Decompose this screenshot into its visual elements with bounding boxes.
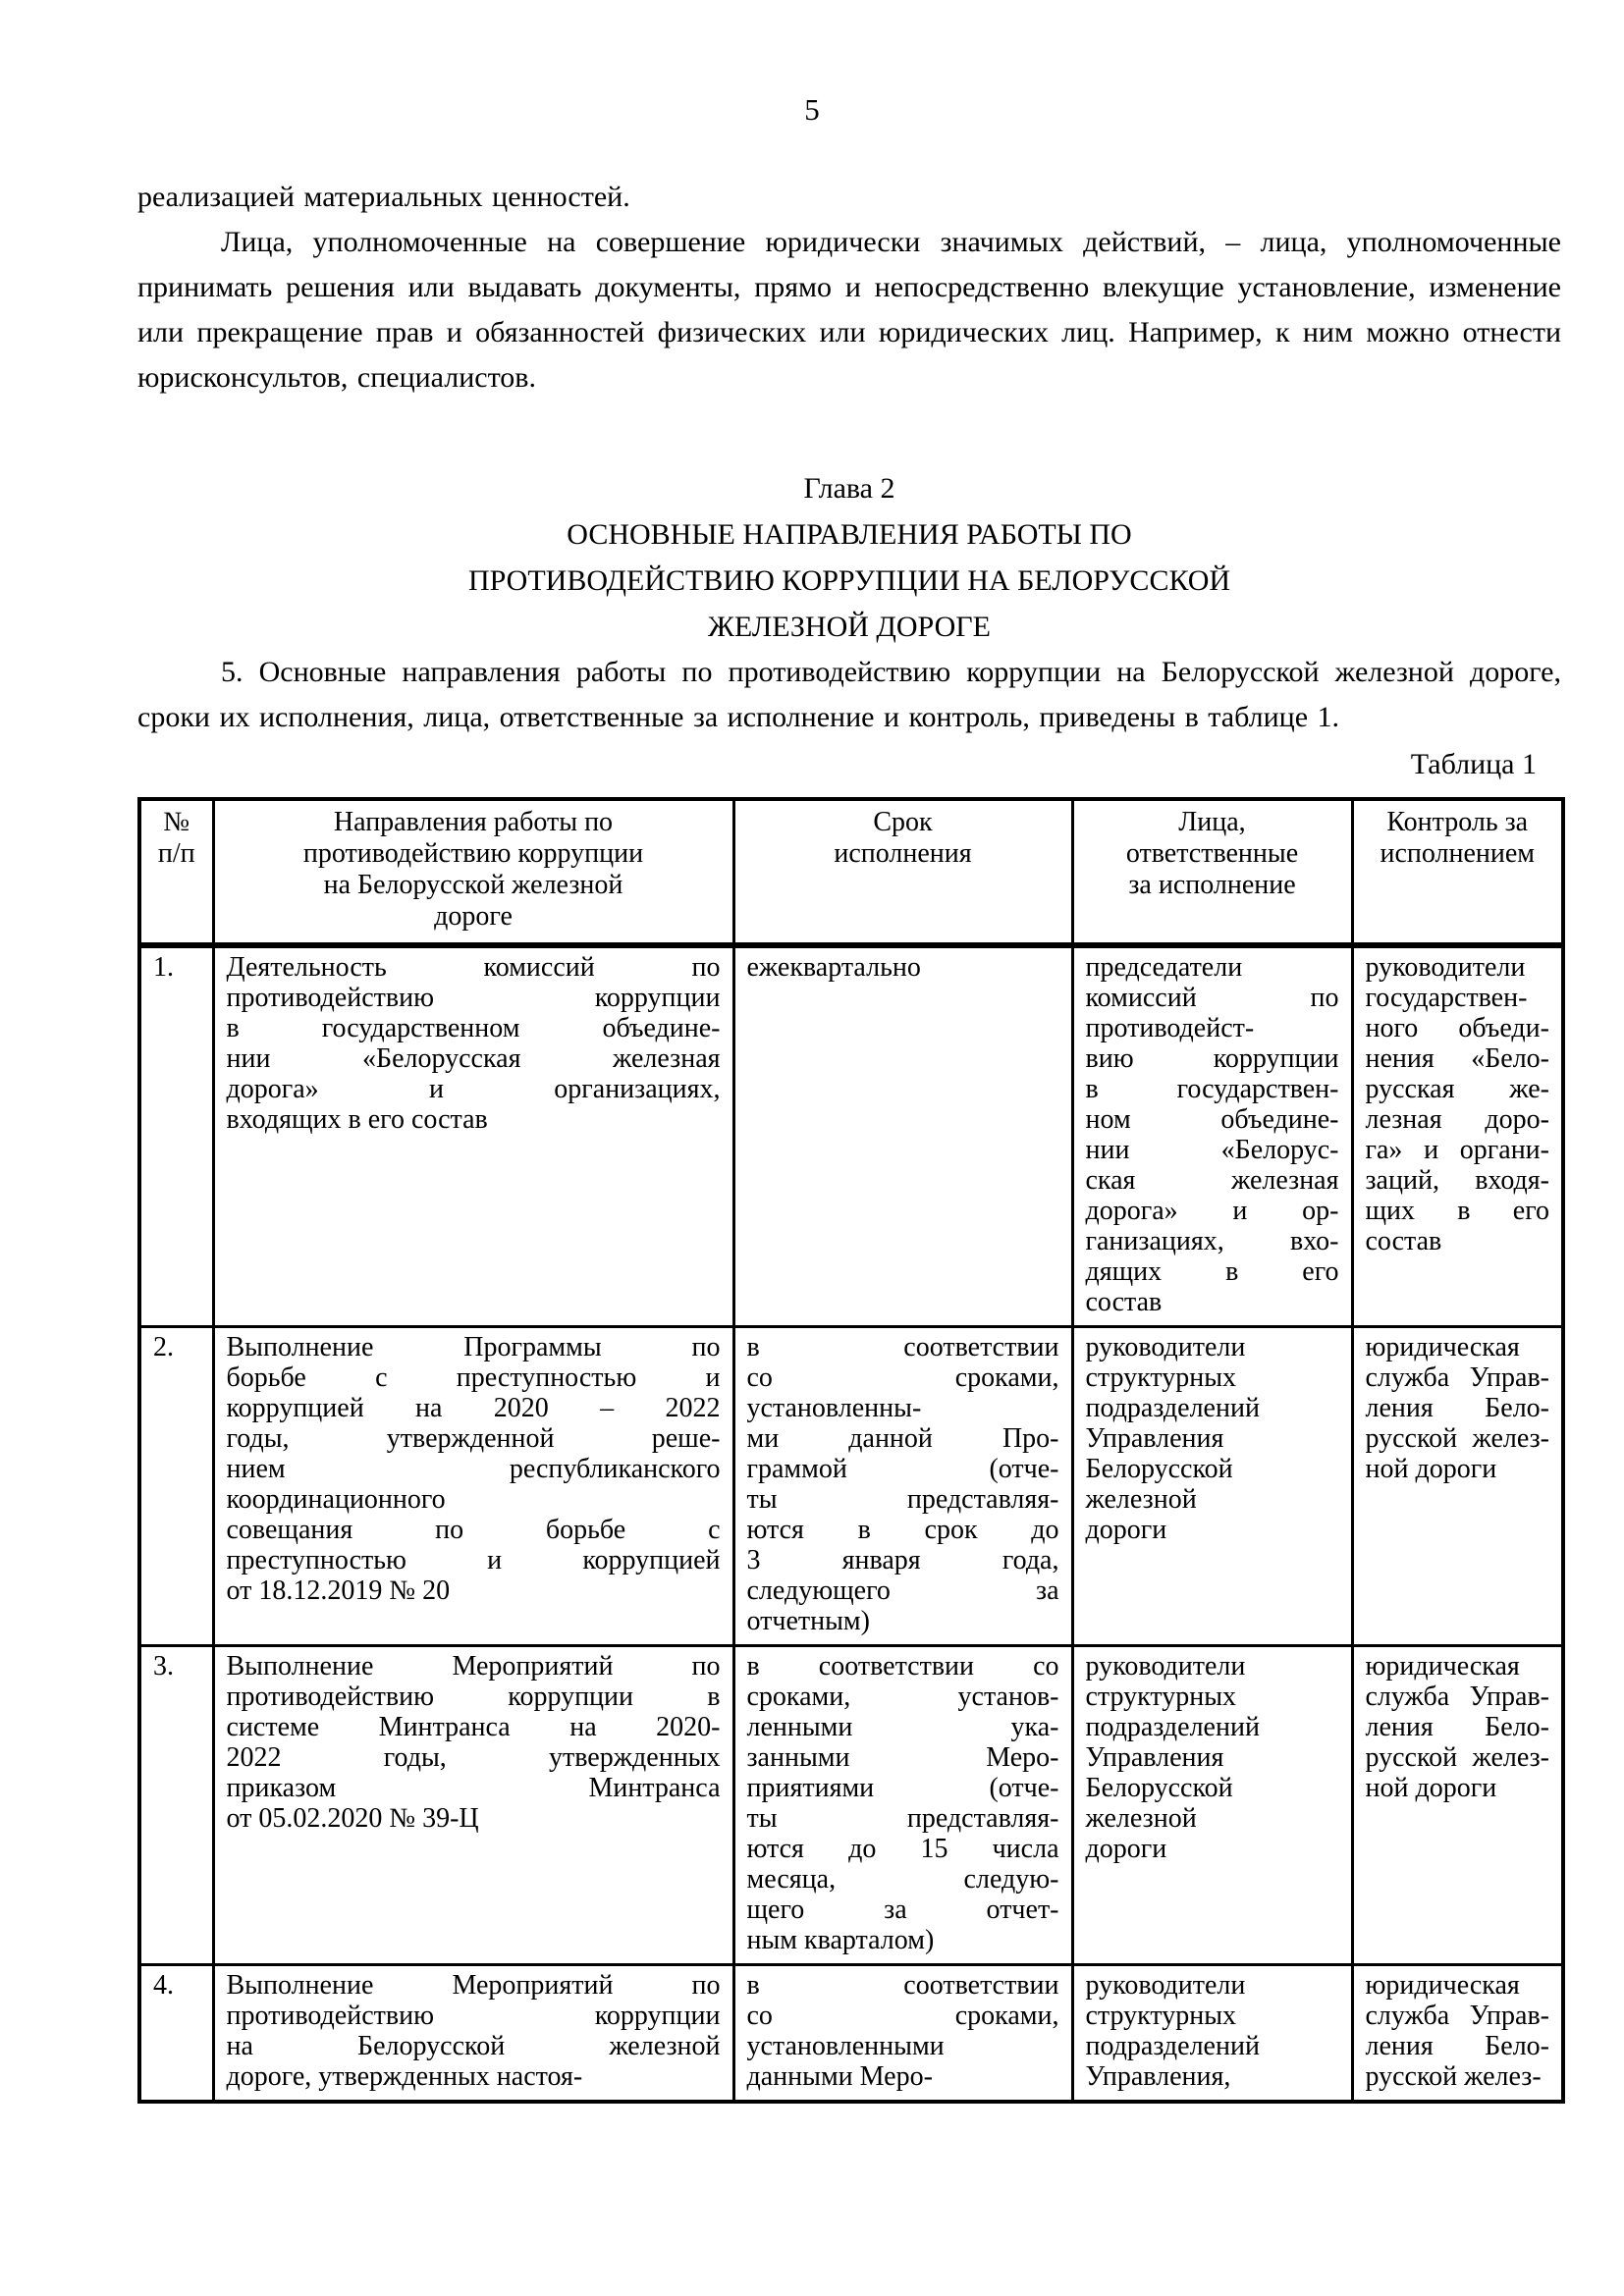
cell-control xyxy=(1352,1327,1563,1646)
cell-line: № xyxy=(163,807,190,837)
cell-line: граммой (отче- xyxy=(746,1454,1059,1484)
cell-line: ответственные xyxy=(1125,838,1299,869)
cell-line: служба Управ- xyxy=(1365,1682,1549,1712)
cell-line: дящих в его xyxy=(1085,1256,1339,1287)
cell-direction xyxy=(213,1646,733,1965)
cell-direction xyxy=(213,1327,733,1646)
cell-line: координационного xyxy=(226,1484,446,1515)
cell-line: ежеквартально xyxy=(746,952,921,983)
cell-line: Управления xyxy=(1085,1423,1224,1454)
column-header-responsible xyxy=(1072,799,1352,945)
cell-line: совещания по борьбе с xyxy=(226,1515,721,1545)
chapter-heading-line: ЖЕЛЕЗНОЙ ДОРОГЕ xyxy=(708,611,991,643)
chapter-heading-line: ПРОТИВОДЕЙСТВИЮ КОРРУПЦИИ НА БЕЛОРУССКОЙ xyxy=(467,564,1231,597)
cell-line: Белорусской xyxy=(1085,1454,1233,1484)
cell-line: председатели xyxy=(1085,952,1243,983)
cell-line: Управления, xyxy=(1085,2061,1231,2092)
paragraph-legal-persons: Лица, уполномоченные на совершение юридически значимых действий, – лица, уполномоченные принимать решения или выдавать документы, прямо и непосредственно влекущие установление, изменение или прекращение прав и обязанностей физических или юридических лиц. Например, к ним можно отнести юрисконсультов, специалистов. xyxy=(137,226,1561,394)
cell-line: отчетным) xyxy=(746,1606,870,1636)
cell-line: структурных xyxy=(1085,1682,1237,1712)
cell-line: русской желез- xyxy=(1365,2061,1542,2092)
cell-line: 1. xyxy=(153,952,174,983)
table-row xyxy=(139,1965,1563,2103)
cell-line: ления Бело- xyxy=(1365,2031,1549,2061)
cell-control xyxy=(1352,945,1563,1327)
cell-responsible xyxy=(1072,1327,1352,1646)
cell-line: 2. xyxy=(153,1332,174,1362)
column-header-direction xyxy=(213,799,733,945)
cell-line: от 05.02.2020 № 39-Ц xyxy=(226,1803,479,1834)
cell-line: годы, утвержденной реше- xyxy=(226,1423,721,1454)
cell-line: служба Управ- xyxy=(1365,1362,1549,1393)
cell-line: юридическая xyxy=(1365,1651,1520,1682)
chapter-heading xyxy=(137,465,1561,650)
cell-line: борьбе с преступностью и xyxy=(226,1362,721,1393)
cell-line: юридическая xyxy=(1365,1970,1520,2001)
cell-line: ной дороги xyxy=(1365,1773,1497,1803)
cell-line: в государственном объедине- xyxy=(226,1013,721,1043)
cell-line: Выполнение Программы по xyxy=(226,1332,721,1362)
cell-responsible xyxy=(1072,945,1352,1327)
cell-line: занными Меро- xyxy=(746,1742,1059,1773)
cell-line: сроками, установ- xyxy=(746,1682,1059,1712)
cell-term xyxy=(733,1646,1072,1965)
cell-line: Лица, xyxy=(1178,807,1246,837)
cell-line: нии «Белорус- xyxy=(1085,1135,1339,1165)
cell-line: структурных xyxy=(1085,2001,1237,2031)
cell-line: дорога» и организациях, xyxy=(226,1074,721,1104)
cell-line: в соответствии xyxy=(746,1332,1059,1362)
cell-line: ты представляя- xyxy=(746,1484,1059,1515)
cell-line: ми данной Про- xyxy=(746,1423,1059,1454)
cell-line: дорога» и ор- xyxy=(1085,1196,1339,1226)
cell-line: со сроками, xyxy=(746,2001,1059,2031)
cell-line: ются до 15 числа xyxy=(746,1834,1059,1864)
cell-line: га» и органи- xyxy=(1365,1135,1549,1165)
cell-line: от 18.12.2019 № 20 xyxy=(226,1575,451,1606)
cell-line: лезная доро- xyxy=(1365,1104,1549,1135)
cell-line: ются в срок до xyxy=(746,1515,1059,1545)
cell-line: руководители xyxy=(1085,1332,1246,1362)
cell-line: подразделений xyxy=(1085,1393,1260,1423)
cell-line: состав xyxy=(1365,1226,1442,1256)
cell-line: Управления xyxy=(1085,1742,1224,1773)
cell-line: Выполнение Мероприятий по xyxy=(226,1970,721,2001)
cell-line: Направления работы по xyxy=(333,807,614,837)
cell-line: преступностью и коррупцией xyxy=(226,1545,721,1575)
cell-line: состав xyxy=(1085,1287,1163,1317)
cell-direction xyxy=(213,1965,733,2103)
cell-line: входящих в его состав xyxy=(226,1104,488,1135)
cell-line: 3. xyxy=(153,1651,174,1682)
cell-line: нения «Бело- xyxy=(1365,1043,1549,1074)
cell-responsible xyxy=(1072,1965,1352,2103)
column-header-control xyxy=(1352,799,1563,945)
cell-line: в государствен- xyxy=(1085,1074,1339,1104)
page-content xyxy=(137,175,1561,2104)
table-row xyxy=(139,1646,1563,1965)
chapter-heading-line: ОСНОВНЫЕ НАПРАВЛЕНИЯ РАБОТЫ ПО xyxy=(567,518,1132,551)
cell-line: государствен- xyxy=(1365,983,1528,1013)
cell-line: подразделений xyxy=(1085,2031,1260,2061)
cell-line: 2022 годы, утвержденных xyxy=(226,1742,721,1773)
cell-line: русская же- xyxy=(1365,1074,1549,1104)
cell-line: 4. xyxy=(153,1970,174,2001)
cell-line: дороге xyxy=(434,901,513,932)
anticorruption-directions-table xyxy=(137,797,1565,2104)
cell-line: ганизациях, вхо- xyxy=(1085,1226,1339,1256)
cell-line: Срок xyxy=(873,807,933,837)
paragraph-point-5: 5. Основные направления работы по противодействию коррупции на Белорусской железной дороге, сроки их исполнения, лица, ответственные за исполнение и контроль, приведены в таблице 1. xyxy=(137,656,1561,733)
cell-line: на Белорусской железной xyxy=(226,2031,721,2061)
cell-line: системе Минтранса на 2020- xyxy=(226,1712,721,1742)
cell-line: дороги xyxy=(1085,1834,1167,1864)
chapter-heading-line: Глава 2 xyxy=(803,472,895,505)
cell-line: железной xyxy=(1085,1803,1197,1834)
cell-responsible xyxy=(1072,1646,1352,1965)
cell-line: ной дороги xyxy=(1365,1454,1497,1484)
cell-line: подразделений xyxy=(1085,1712,1260,1742)
cell-line: Белорусской xyxy=(1085,1773,1233,1803)
table-header-row xyxy=(139,799,1563,945)
cell-num xyxy=(139,1965,213,2103)
cell-line: исполнения xyxy=(834,838,972,869)
cell-line: ного объеди- xyxy=(1365,1013,1549,1043)
cell-line: ления Бело- xyxy=(1365,1393,1549,1423)
cell-line: коррупцией на 2020 – 2022 xyxy=(226,1393,721,1423)
cell-line: русской желез- xyxy=(1365,1742,1549,1773)
cell-direction xyxy=(213,945,733,1327)
cell-line: ская железная xyxy=(1085,1165,1339,1196)
cell-line: нии «Белорусская железная xyxy=(226,1043,721,1074)
cell-line: противодействию коррупции xyxy=(302,838,644,869)
cell-line: щего за отчет- xyxy=(746,1895,1059,1925)
cell-line: ленными ука- xyxy=(746,1712,1059,1742)
cell-line: руководители xyxy=(1085,1970,1246,2001)
cell-line: приятиями (отче- xyxy=(746,1773,1059,1803)
cell-line: железной xyxy=(1085,1484,1197,1515)
cell-line: дороге, утвержденных настоя- xyxy=(226,2061,583,2092)
cell-line: установленными xyxy=(746,2031,945,2061)
table-row xyxy=(139,945,1563,1327)
cell-line: противодействию коррупции xyxy=(226,983,721,1013)
cell-line: структурных xyxy=(1085,1362,1237,1393)
cell-line: Контроль за xyxy=(1386,807,1529,837)
cell-line: ты представляя- xyxy=(746,1803,1059,1834)
cell-num xyxy=(139,945,213,1327)
cell-line: противодейст- xyxy=(1085,1013,1255,1043)
cell-line: русской желез- xyxy=(1365,1423,1549,1454)
cell-line: исполнением xyxy=(1380,838,1536,869)
cell-line: месяца, следую- xyxy=(746,1864,1059,1895)
page-number: 5 xyxy=(804,92,820,127)
cell-line: противодействию коррупции в xyxy=(226,1682,721,1712)
cell-line: руководители xyxy=(1085,1651,1246,1682)
cell-line: следующего за xyxy=(746,1575,1059,1606)
cell-line: служба Управ- xyxy=(1365,2001,1549,2031)
cell-num xyxy=(139,1327,213,1646)
cell-term xyxy=(733,1327,1072,1646)
cell-control xyxy=(1352,1646,1563,1965)
cell-line: на Белорусской железной xyxy=(323,870,623,900)
column-header-term xyxy=(733,799,1072,945)
cell-line: щих в его xyxy=(1365,1196,1549,1226)
cell-line: Выполнение Мероприятий по xyxy=(226,1651,721,1682)
cell-line: ления Бело- xyxy=(1365,1712,1549,1742)
cell-line: вию коррупции xyxy=(1085,1043,1339,1074)
cell-num xyxy=(139,1646,213,1965)
cell-line: п/п xyxy=(157,838,195,869)
cell-line: Деятельность комиссий по xyxy=(226,952,721,983)
cell-line: приказом Минтранса xyxy=(226,1773,721,1803)
cell-line: ным кварталом) xyxy=(746,1925,935,1955)
table-caption: Таблица 1 xyxy=(1410,748,1537,780)
table-row xyxy=(139,1327,1563,1646)
cell-line: установленны- xyxy=(746,1393,922,1423)
cell-term xyxy=(733,1965,1072,2103)
column-header-num xyxy=(139,799,213,945)
cell-line: дороги xyxy=(1085,1515,1167,1545)
cell-line: заций, входя- xyxy=(1365,1165,1549,1196)
cell-line: нием республиканского xyxy=(226,1454,721,1484)
cell-line: данными Меро- xyxy=(746,2061,933,2092)
cell-line: в соответствии со xyxy=(746,1651,1059,1682)
cell-control xyxy=(1352,1965,1563,2103)
cell-line: руководители xyxy=(1365,952,1526,983)
paragraph-continuation: реализацией материальных ценностей. xyxy=(137,181,630,213)
cell-term xyxy=(733,945,1072,1327)
cell-line: в соответствии xyxy=(746,1970,1059,2001)
cell-line: противодействию коррупции xyxy=(226,2001,721,2031)
cell-line: юридическая xyxy=(1365,1332,1520,1362)
cell-line: ном объедине- xyxy=(1085,1104,1339,1135)
cell-line: 3 января года, xyxy=(746,1545,1059,1575)
cell-line: со сроками, xyxy=(746,1362,1059,1393)
cell-line: за исполнение xyxy=(1128,870,1296,900)
cell-line: комиссий по xyxy=(1085,983,1339,1013)
